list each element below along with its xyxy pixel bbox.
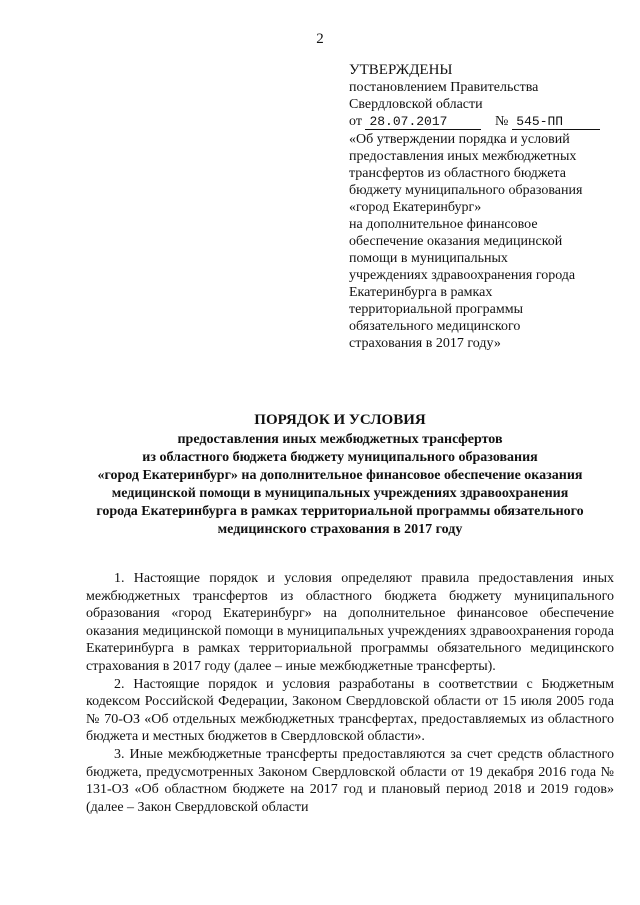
approval-description-line: помощи в муниципальных (349, 251, 508, 266)
approval-description-line: предоставления иных межбюджетных (349, 149, 577, 164)
subtitle-line: города Екатеринбурга в рамках территориальной программы обязательного (96, 504, 584, 519)
approval-description-line: бюджету муниципального образования (349, 183, 583, 198)
approval-description-line: обязательного медицинского (349, 319, 521, 334)
approval-stamp (349, 62, 629, 352)
approval-line-2: Свердловской области (349, 97, 483, 112)
approval-from-label: от (349, 114, 362, 129)
subtitle-line: «город Екатеринбург» на дополнительное финансовое обеспечение оказания (97, 468, 583, 483)
approval-date-number-line (349, 113, 629, 130)
approval-description-line: Екатеринбурга в рамках (349, 285, 493, 300)
page-number: 2 (316, 31, 324, 47)
paragraph-2: 2. Настоящие порядок и условия разработаны в соответствии с Бюджетным кодексом Российской Федерации, Законом Свердловской области от 15 июля 2005 года № 70-ОЗ «Об отдельных межбюджетных трансфертах, предоставляемых из областного бюджета и местных бюджетов в Свердловской области». (86, 676, 614, 745)
subtitle-line: предоставления иных межбюджетных трансфертов (177, 432, 503, 447)
approval-description-line: «Об утверждении порядка и условий (349, 132, 570, 147)
subtitle-line: медицинской помощи в муниципальных учреждениях здравоохранения (111, 486, 569, 501)
document-title: ПОРЯДОК И УСЛОВИЯ (254, 412, 426, 428)
document-body (86, 570, 614, 816)
approval-line-1: постановлением Правительства (349, 80, 539, 95)
approval-description-line: обеспечение оказания медицинской (349, 234, 563, 249)
approval-date: 28.07.2017 (365, 114, 481, 130)
approval-number: 545-ПП (512, 114, 600, 130)
subtitle-line: из областного бюджета бюджету муниципального образования (142, 450, 538, 465)
approval-description-line: на дополнительное финансовое (349, 217, 538, 232)
approval-heading: УТВЕРЖДЕНЫ (349, 62, 453, 78)
approval-number-label: № (494, 114, 509, 129)
paragraph-1: 1. Настоящие порядок и условия определяют правила предоставления иных межбюджетных трансфертов из областного бюджета бюджету муниципального образования «город Екатеринбург» на дополнительное финансовое обеспечение оказания медицинской помощи в муниципальных учреждениях здравоохранения города Екатеринбурга в рамках территориальной программы обязательного медицинского страхования в 2017 году (далее – иные межбюджетные трансферты). (86, 571, 614, 674)
approval-description-line: трансфертов из областного бюджета (349, 166, 566, 181)
document-subtitle (40, 431, 640, 539)
approval-description-line: «город Екатеринбург» (349, 200, 482, 215)
subtitle-line: медицинского страхования в 2017 году (217, 522, 463, 537)
approval-description-line: территориальной программы (349, 302, 524, 317)
paragraph-3: 3. Иные межбюджетные трансферты предоставляются за счет средств областного бюджета, предусмотренных Законом Свердловской области от 19 декабря 2016 года № 131-ОЗ «Об областном бюджете на 2017 год и плановый период 2018 и 2019 годов» (далее – Закон Свердловской области (86, 746, 614, 815)
approval-description-line: учреждениях здравоохранения города (349, 268, 576, 283)
approval-description-line: страхования в 2017 году» (349, 336, 501, 351)
approval-description (349, 131, 629, 352)
